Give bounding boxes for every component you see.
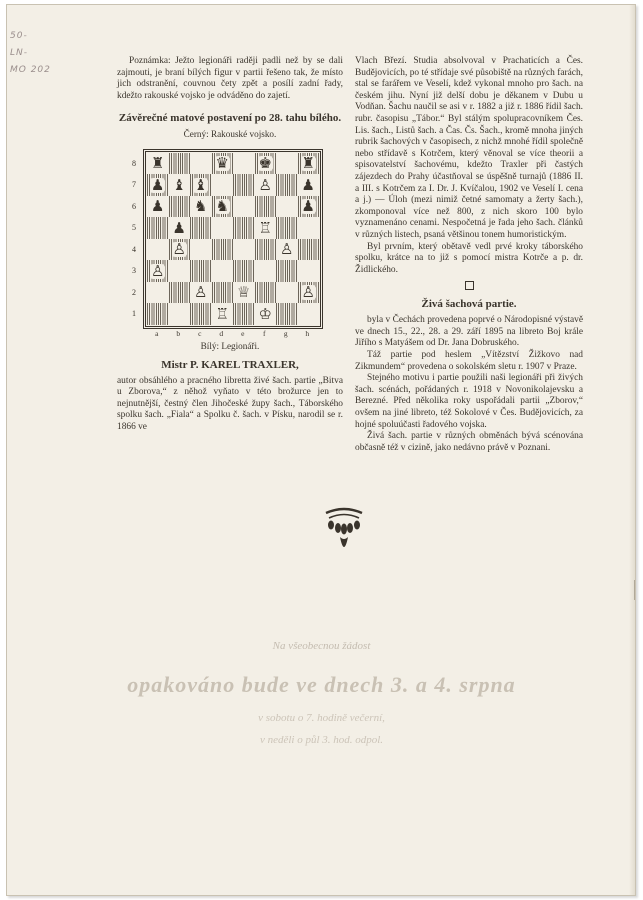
board-square xyxy=(298,217,320,239)
board-square xyxy=(190,260,212,282)
board-square xyxy=(212,217,234,239)
board-square xyxy=(212,196,234,218)
file-label: d xyxy=(219,328,224,338)
board-square xyxy=(169,174,191,196)
margin-pencil-note: 50- LN- MO 202 xyxy=(10,31,51,75)
bleed-through-line-3: v sobotu o 7. hodině večerní, xyxy=(258,712,385,724)
board-square xyxy=(298,303,320,325)
paper-edge xyxy=(626,580,635,600)
board-square xyxy=(147,282,169,304)
rank-label: 7 xyxy=(132,180,136,190)
board-square xyxy=(169,239,191,261)
author-heading: Mistr P. KAREL TRAXLER, xyxy=(161,358,299,371)
rank-label: 6 xyxy=(132,201,136,211)
history-paragraph-4: Živá šach. partie v různých obměnách bývá scénována občasně též v cizině, jako nedávno právě v Poznani. xyxy=(355,431,583,453)
board-square xyxy=(298,239,320,261)
board-square xyxy=(190,282,212,304)
board-square xyxy=(255,260,277,282)
file-label: b xyxy=(176,328,181,338)
board-square xyxy=(276,260,298,282)
board-square xyxy=(212,174,234,196)
board-square xyxy=(190,153,212,175)
chess-piece: ♖ xyxy=(215,304,229,323)
history-paragraph-3: Stejného motivu i partie použili naši legionáři při živých šach. scénách, pořádaných r. 1918 v Novonikolajevsku a Berezné. Před několika roky uspořádali partii „Zborov,“ ovšem na jiné libreto, též Sokolové v Čes. Budějovicích, za hojné spoluúčasti řadového vojska. xyxy=(355,373,583,430)
board-square xyxy=(147,303,169,325)
file-label: g xyxy=(283,328,288,338)
board-square xyxy=(147,196,169,218)
chess-piece: ♙ xyxy=(301,283,315,302)
chess-piece: ♝ xyxy=(172,175,186,194)
white-caption: Bílý: Legionáři. xyxy=(200,340,260,351)
ornament-icon xyxy=(322,507,366,554)
chess-piece: ♟ xyxy=(301,175,315,194)
board-square xyxy=(147,217,169,239)
board-square xyxy=(233,260,255,282)
chess-piece: ♙ xyxy=(151,261,165,280)
board-square xyxy=(233,303,255,325)
board-square xyxy=(147,153,169,175)
file-label: f xyxy=(263,328,266,338)
board-square xyxy=(255,303,277,325)
file-label: c xyxy=(198,328,202,338)
black-caption: Černý: Rakouské vojsko. xyxy=(183,129,277,140)
board-square xyxy=(276,282,298,304)
file-label: e xyxy=(241,328,245,338)
diagram-heading: Závěrečné matové postavení po 28. tahu bílého. xyxy=(118,112,342,125)
file-label: a xyxy=(155,328,159,338)
board-square xyxy=(298,282,320,304)
right-column xyxy=(355,56,583,454)
board-square xyxy=(276,303,298,325)
board-square xyxy=(190,196,212,218)
section-heading: Živá šachová partie. xyxy=(421,298,517,311)
chess-piece: ♛ xyxy=(215,154,229,173)
board-square xyxy=(212,260,234,282)
chess-piece: ♞ xyxy=(194,197,208,216)
board-square xyxy=(276,153,298,175)
chess-piece: ♕ xyxy=(237,283,251,302)
chess-piece: ♙ xyxy=(258,175,272,194)
board-square xyxy=(233,282,255,304)
board-square xyxy=(255,196,277,218)
bleed-through-line-1: Na všeobecnou žádost xyxy=(272,640,371,652)
board-square xyxy=(169,196,191,218)
history-paragraph-1: byla v Čechách provedena poprvé o Národopisné výstavě ve dnech 15., 22., 28. a 29. září 1895 na libreto Boj krále Jiřího s Matyášem od Dr. Jana Dobruského. xyxy=(355,315,583,349)
board-square xyxy=(233,217,255,239)
board-square xyxy=(147,239,169,261)
history-paragraph-2: Táž partie pod heslem „Vítězství Žižkovo nad Zikmundem“ provedena o sokolském sletu r. 1907 v Praze. xyxy=(355,350,583,372)
note-paragraph: Poznámka: Ježto legionáři raději padli než by se dali zajmouti, je braní bílých figur v partii řešeno tak, že místo jich odstranění, couvnou čety zpět a posílí zadní řady, kdežto rakouské vojsko je odváděno do zajetí. xyxy=(117,56,343,101)
board-square xyxy=(255,282,277,304)
board-square xyxy=(212,282,234,304)
board-square xyxy=(298,260,320,282)
board-square xyxy=(298,174,320,196)
board-square xyxy=(233,174,255,196)
board-square xyxy=(276,239,298,261)
chess-board xyxy=(143,149,323,329)
chess-piece: ♚ xyxy=(258,154,272,173)
section-end-mark xyxy=(465,281,474,290)
board-square xyxy=(255,174,277,196)
chess-piece: ♝ xyxy=(194,175,208,194)
rank-label: 2 xyxy=(132,287,136,297)
board-square xyxy=(255,217,277,239)
board-square xyxy=(212,239,234,261)
board-square xyxy=(147,174,169,196)
chess-piece: ♞ xyxy=(215,197,229,216)
board-square xyxy=(169,282,191,304)
left-column xyxy=(117,56,343,434)
chess-diagram xyxy=(129,147,329,339)
board-square xyxy=(255,239,277,261)
chess-piece: ♙ xyxy=(280,240,294,259)
board-square xyxy=(169,153,191,175)
board-square xyxy=(190,174,212,196)
rank-label: 3 xyxy=(132,266,136,276)
chess-piece: ♟ xyxy=(301,197,315,216)
rank-label: 8 xyxy=(132,158,136,168)
rank-label: 1 xyxy=(132,309,136,319)
rank-label: 5 xyxy=(132,223,136,233)
board-square xyxy=(169,303,191,325)
board-square xyxy=(169,217,191,239)
bleed-through-line-2: opakováno bude ve dnech 3. a 4. srpna xyxy=(127,672,516,697)
board-square xyxy=(190,303,212,325)
author-paragraph: autor obsáhlého a pracného libretta živé šach. partie „Bitva u Zborova,“ z něhož vyňato v této brožurce jen to nejnutnější, čestný člen Jihočeské župy šach., Táborského spolku šach. „Fiala“ a Spolku č. šach. v Písku, narodil se r. 1866 ve xyxy=(117,375,343,432)
chess-piece: ♙ xyxy=(194,283,208,302)
chess-piece: ♟ xyxy=(172,218,186,237)
board-square xyxy=(298,196,320,218)
board-square xyxy=(169,260,191,282)
file-label: h xyxy=(305,328,310,338)
biography-paragraph: Vlach Březí. Studia absolvoval v Prachaticích a Čes. Budějovicích, po té střídaje své působiště na různých farách, stal se farářem ve Veselí, kdež vykonal mnoho pro šach. na českém jihu. Nyní již delší dobu je děkanem v Dubu u Vodňan. Šachu naučil se asi v r. 1882 a již r. 1886 řídil šach. rubr. časopisu „Tábor.“ Byl stálým spolupracovníkem Čes. Lis. šach., Listů šach. a Čas. Čs. Šach., kromě mnoha jiných rubrik šachových v časopisech, z nichž mnohé řídil společně nebo střídavě s Kotrčem, který věnoval se více theorii a spisovatelství šachovému, kdežto Traxler při častých zájezdech do Prahy účastňoval se úspěšně turnajů (1886 II. a III. s Kotrčem za I. Dr. J. Kvíčalou, 1902 ve Veselí I. cena a j.) — Úloh (mezi nimiž četné samomaty a žerty šach.), zkomponoval více než 800, z nich skoro 100 bylo vyznamenáno cenami. Nespočetná je řada jeho šach. článků v různých listech, psaná většinou tonem humoristickým. xyxy=(355,56,583,240)
board-square xyxy=(255,153,277,175)
founder-paragraph: Byl prvním, který obětavě vedl prvé kroky táborského spolku, krátce na to již s pomocí mistra Kotrče a p. dr. Židlického. xyxy=(355,241,583,275)
board-square xyxy=(276,196,298,218)
chess-piece: ♜ xyxy=(301,154,315,173)
board-square xyxy=(147,260,169,282)
chess-piece: ♜ xyxy=(151,154,165,173)
chess-piece: ♖ xyxy=(258,218,272,237)
board-square xyxy=(298,153,320,175)
chess-piece: ♟ xyxy=(151,197,165,216)
file-labels xyxy=(146,328,318,340)
chess-piece: ♙ xyxy=(172,240,186,259)
chess-piece: ♟ xyxy=(151,175,165,194)
chess-piece: ♔ xyxy=(258,304,272,323)
board-square xyxy=(276,174,298,196)
board-square xyxy=(212,153,234,175)
board-square xyxy=(276,217,298,239)
board-square xyxy=(190,239,212,261)
board-square xyxy=(233,196,255,218)
board-square xyxy=(190,217,212,239)
board-square xyxy=(212,303,234,325)
rank-label: 4 xyxy=(132,244,136,254)
rank-labels xyxy=(129,153,139,325)
board-square xyxy=(233,153,255,175)
bleed-through-line-4: v neděli o půl 3. hod. odpol. xyxy=(259,734,384,746)
board-square xyxy=(233,239,255,261)
